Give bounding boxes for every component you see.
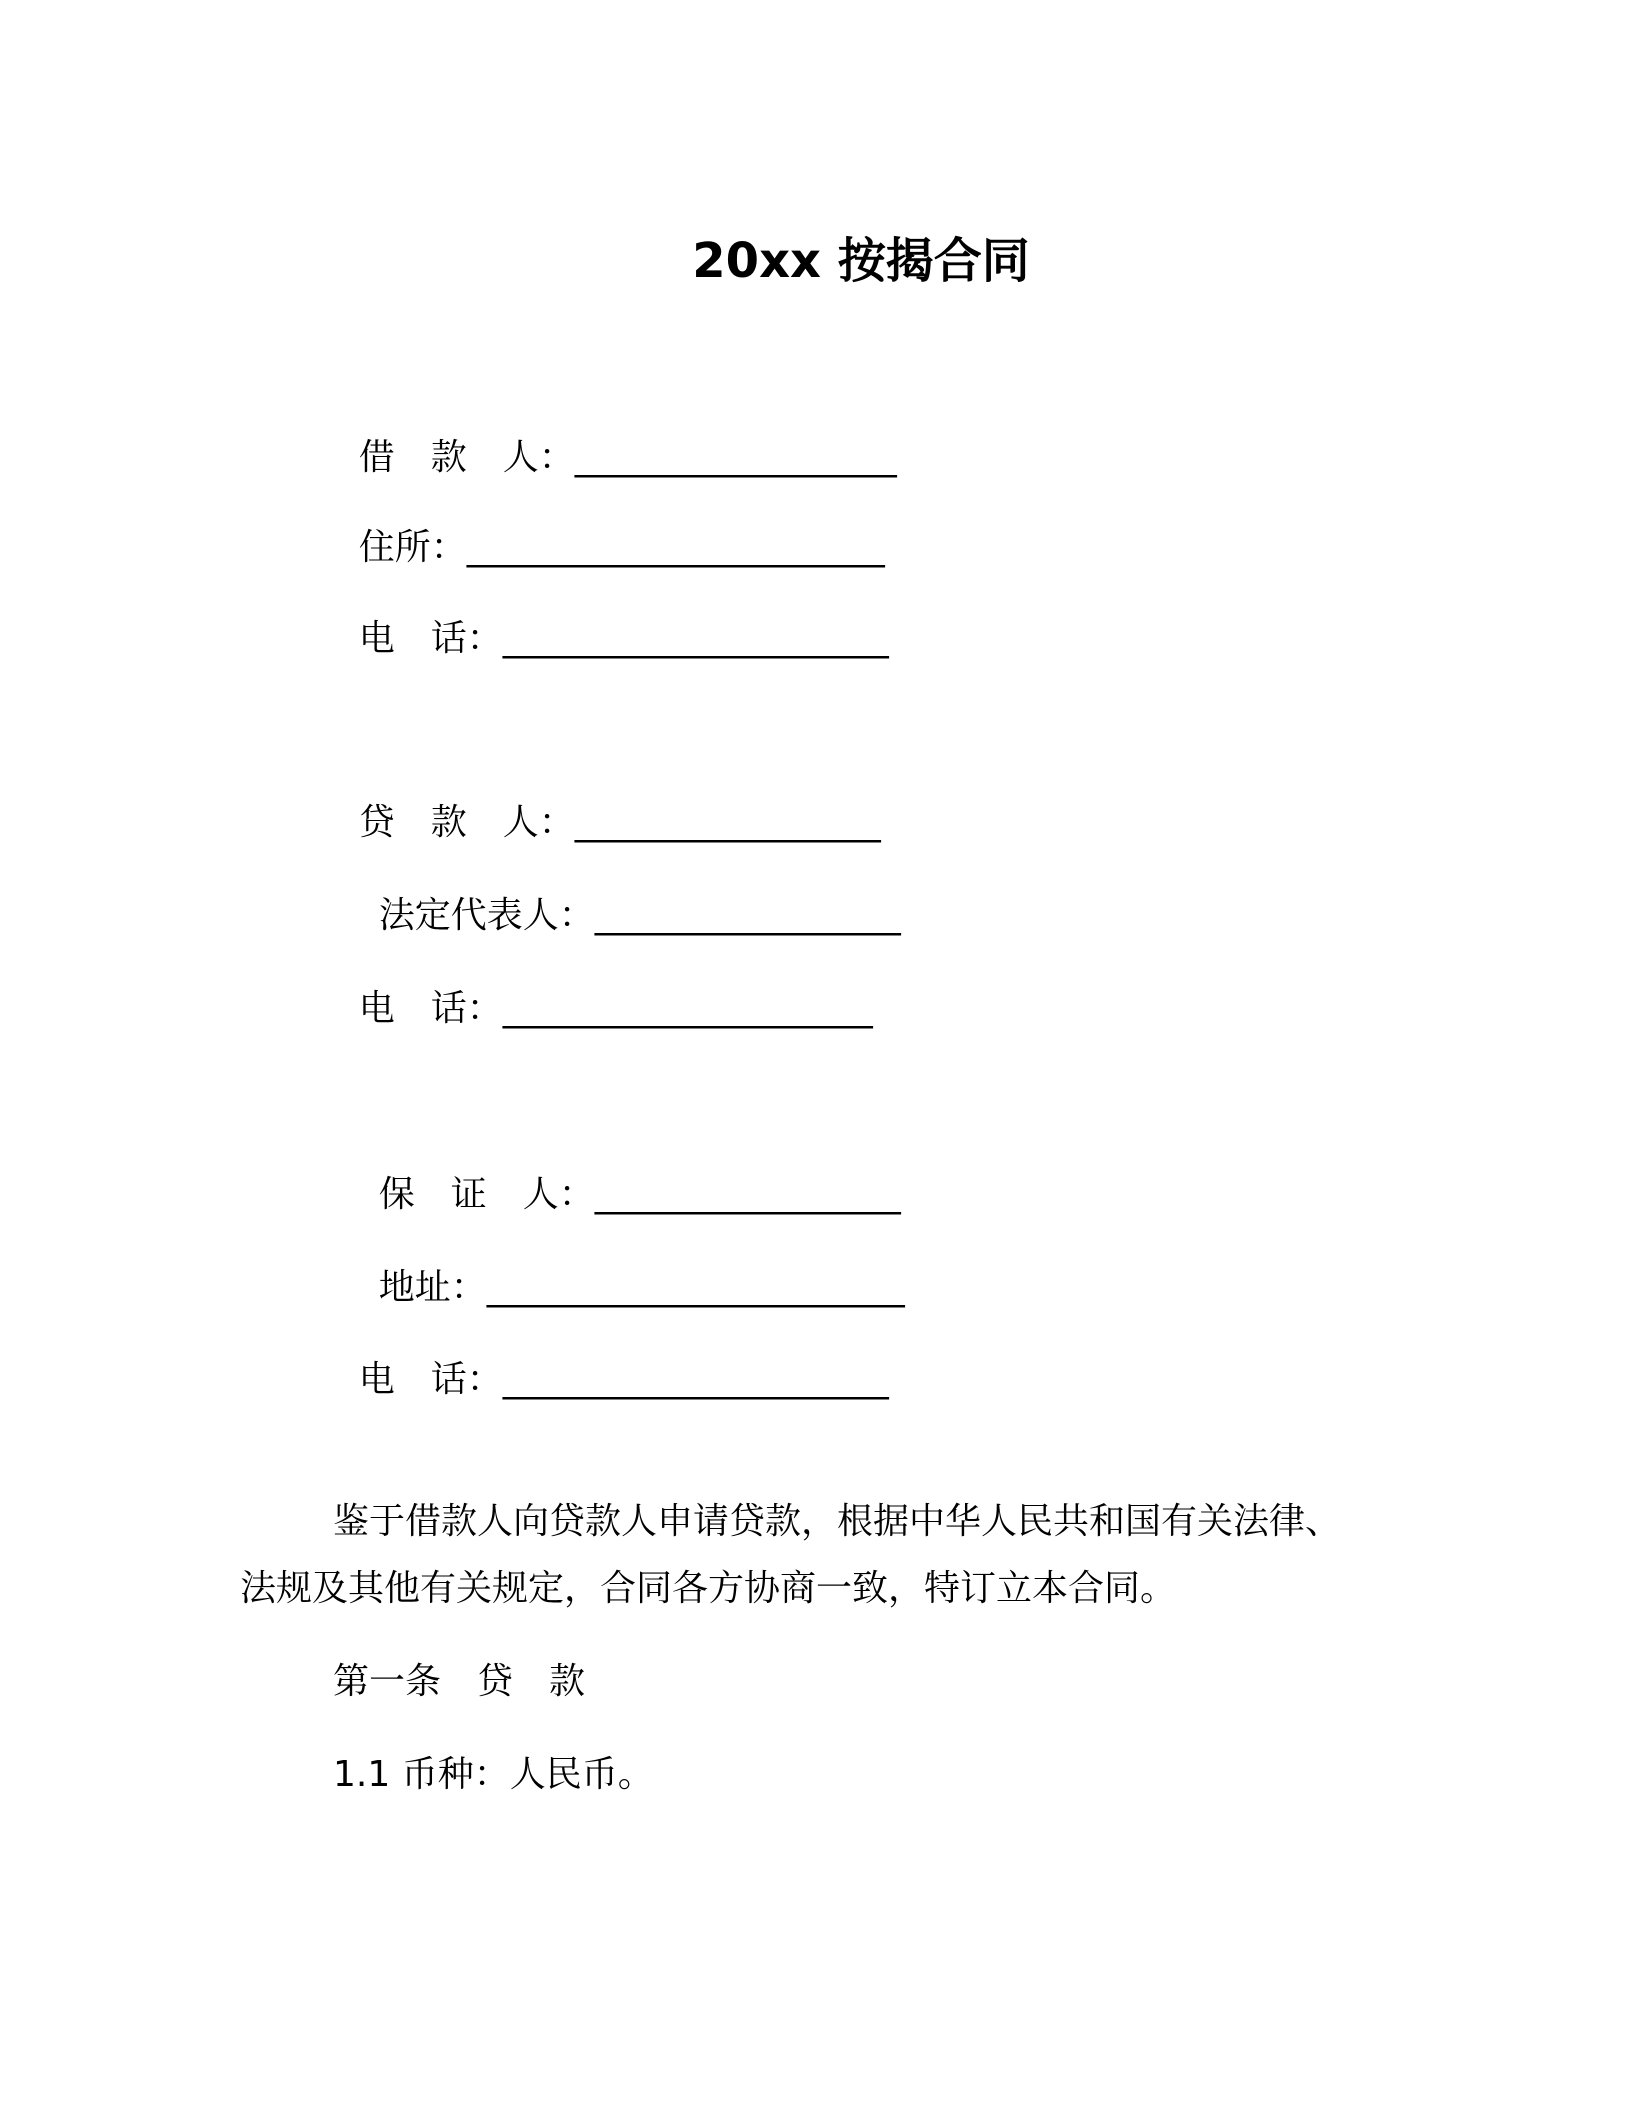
guarantor-name-blank: ___________________: [594, 1174, 899, 1215]
clause-1-1: 1.1 币种：人民币。: [333, 1754, 654, 1795]
guarantor-phone-label: 电 话：: [358, 1359, 503, 1400]
lender-phone-field: [313, 943, 871, 1075]
lender-name-label: 贷 款 人：: [358, 802, 575, 843]
preamble-line-1: 鉴于借款人向贷款人申请贷款，根据中华人民共和国有关法律、: [333, 1501, 1342, 1542]
borrower-name-label: 借 款 人：: [358, 437, 575, 478]
preamble-line-2: 法规及其他有关规定，合同各方协商一致，特订立本合同。: [240, 1568, 1177, 1609]
article-1-heading: 第一条 贷 款: [333, 1661, 586, 1702]
lender-representative-blank: ___________________: [594, 895, 899, 936]
lender-name-blank: ___________________: [574, 802, 879, 843]
borrower-phone-label: 电 话：: [358, 618, 503, 659]
document-title: 20xx 按揭合同: [692, 233, 1030, 289]
borrower-phone-blank: ________________________: [502, 618, 887, 659]
borrower-phone-field: [313, 573, 887, 705]
lender-phone-label: 电 话：: [358, 988, 503, 1029]
lender-representative-label: 法定代表人：: [378, 895, 595, 936]
guarantor-phone-blank: ________________________: [502, 1359, 887, 1400]
guarantor-name-label: 保 证 人：: [378, 1174, 595, 1215]
guarantor-phone-field: [313, 1314, 887, 1446]
borrower-name-blank: ____________________: [574, 437, 895, 478]
lender-phone-blank: _______________________: [502, 988, 871, 1029]
borrower-address-label: 住所：: [358, 527, 467, 568]
guarantor-address-blank: __________________________: [486, 1267, 903, 1308]
borrower-address-blank: __________________________: [466, 527, 883, 568]
guarantor-address-label: 地址：: [378, 1267, 487, 1308]
